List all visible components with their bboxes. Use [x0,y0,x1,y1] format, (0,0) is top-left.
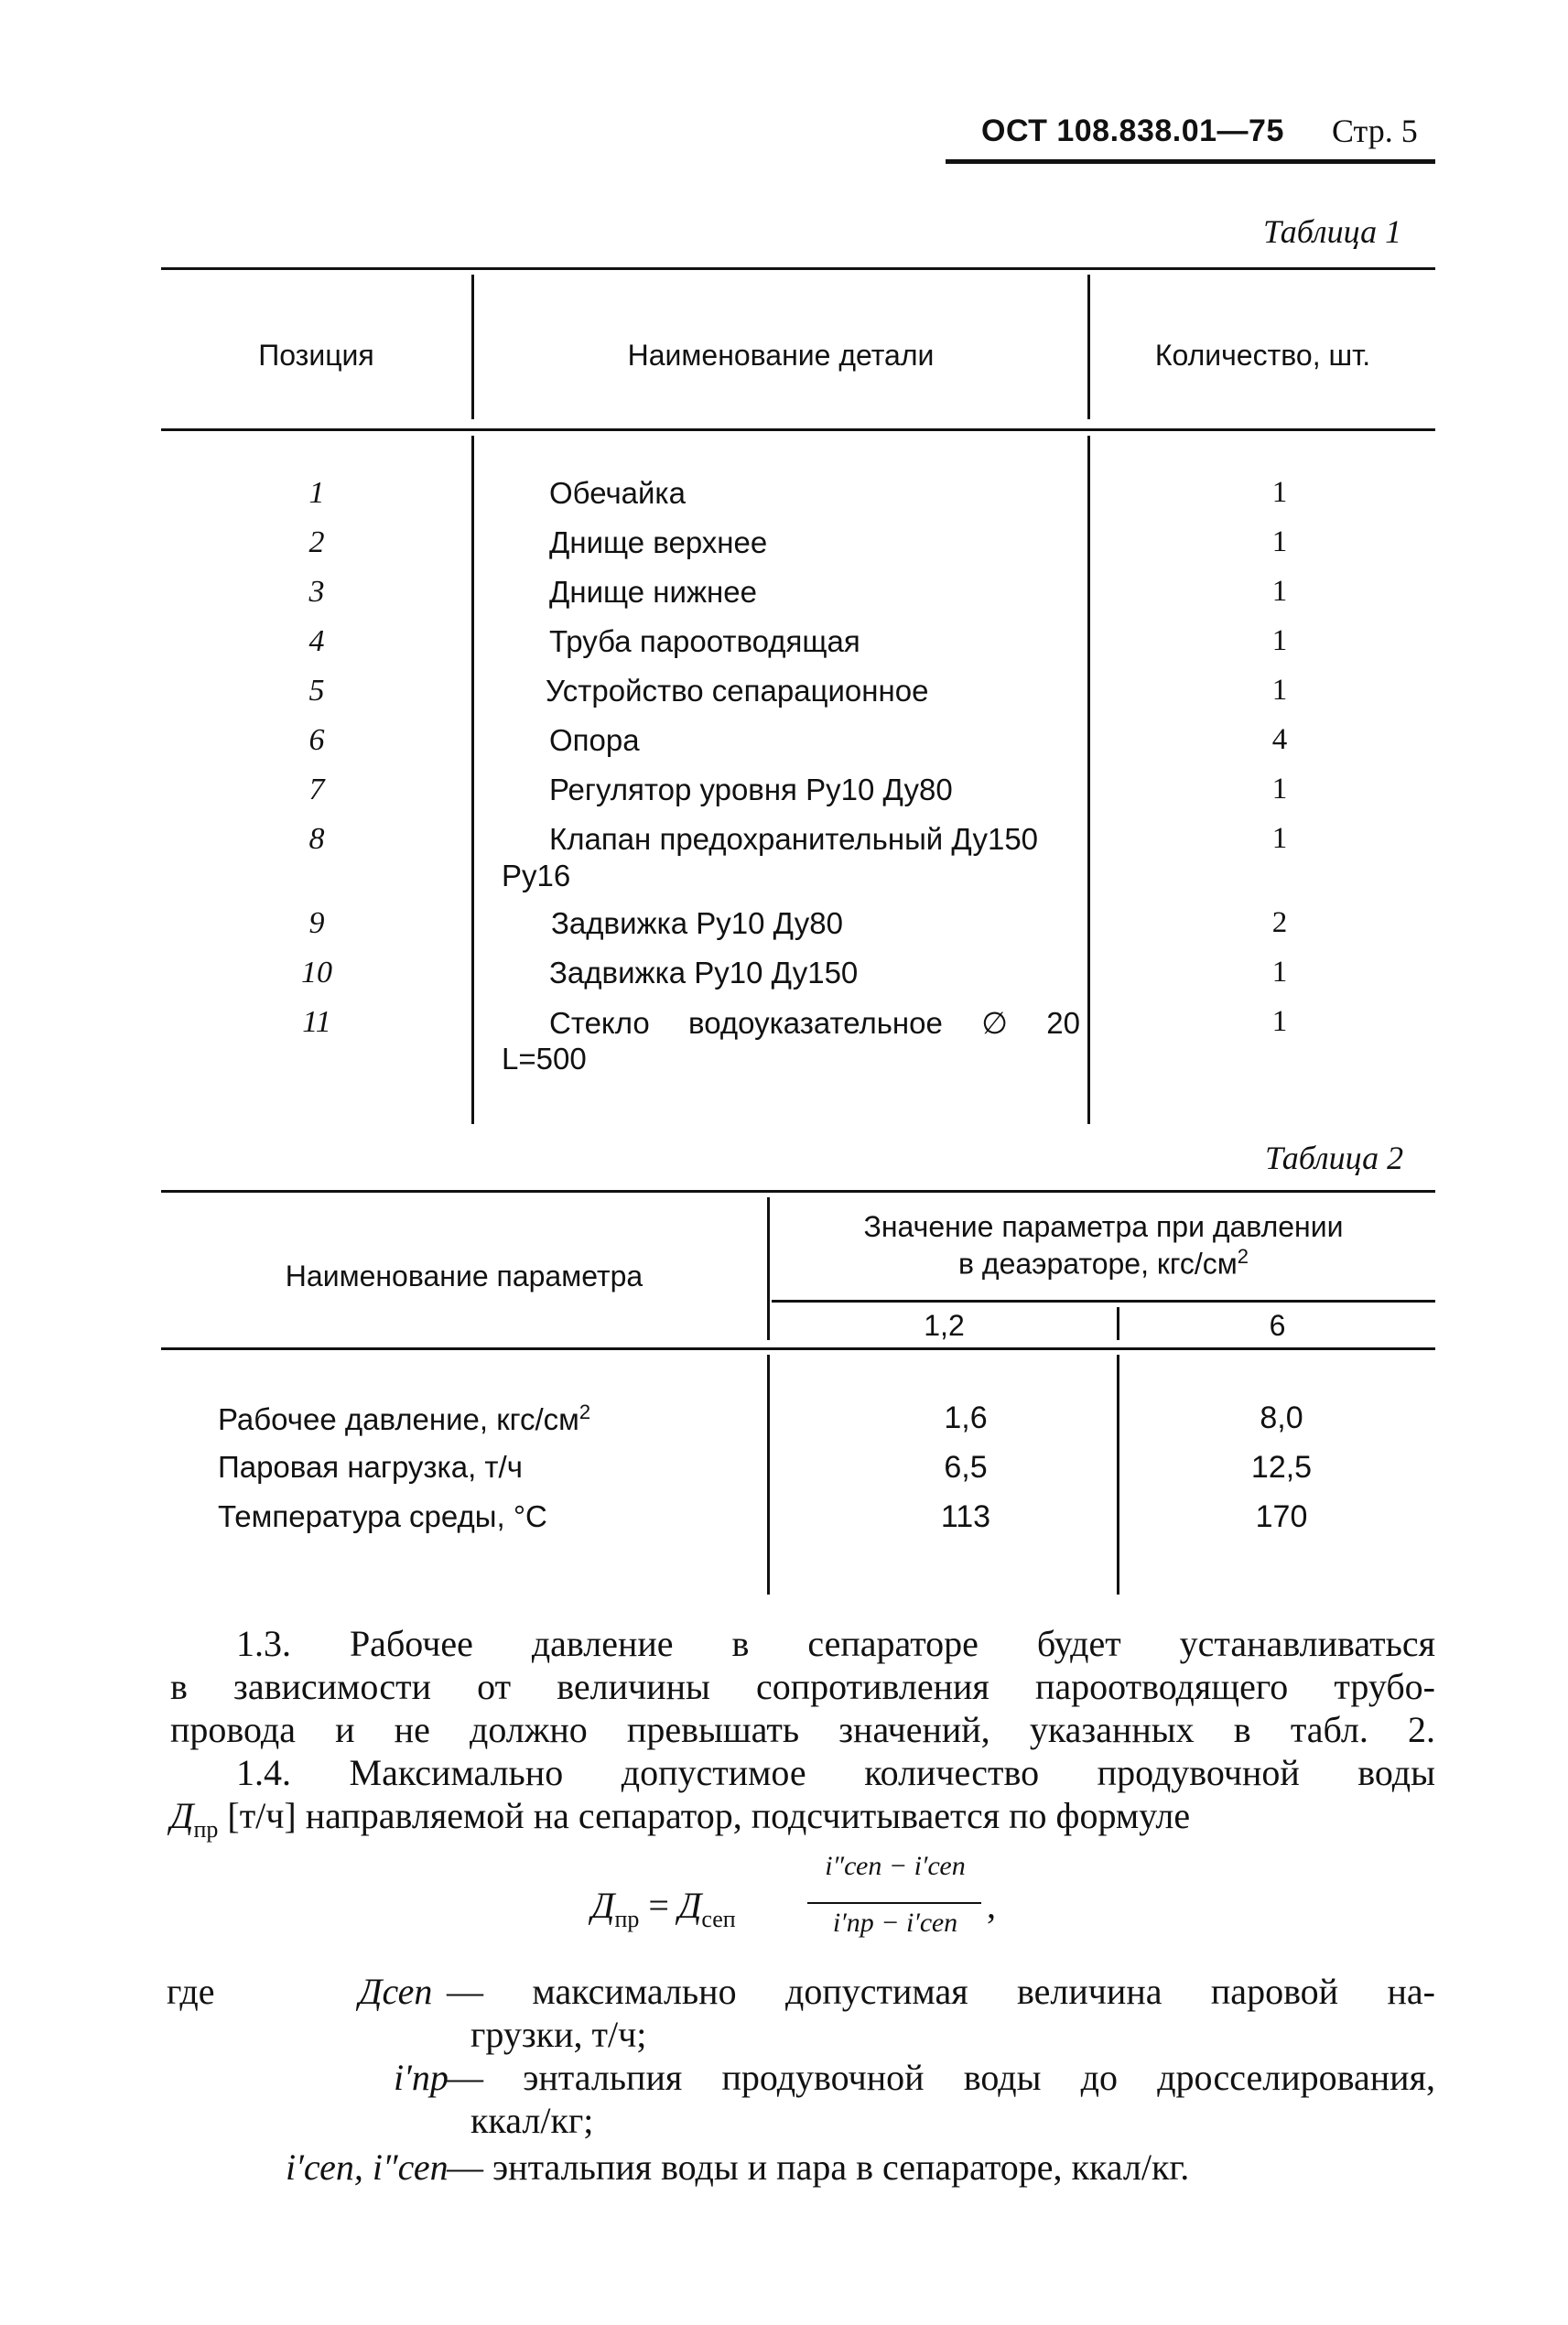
table1-col-divider-1-body [471,436,474,1124]
table2-header-value-line1: Значение параметра при давлении [863,1210,1344,1243]
paragraph-1-3-line-1: 1.3. Рабочее давление в сепараторе будет устанавливаться [236,1623,1435,1664]
table2-header-value-line2: в деаэраторе, кгс/$см^2$ [958,1245,1249,1281]
table2-row-3-v1: 113 [940,1499,991,1534]
table2-col-divider [767,1197,770,1340]
table1-row-1-qty: 1 [1271,476,1288,509]
table1-row-5-name: Устройство сепарационное [546,674,929,708]
table1-row-11-qty: 1 [1271,1005,1288,1038]
table2-header-rule [161,1347,1435,1350]
paragraph-1-4-line-2: $Д_{пр}$ [т/ч] направляемой на сепаратор, подсчитывается по формуле [170,1795,1191,1843]
table1-header-rule [161,428,1435,431]
definition-1-symbol: Дсеп [359,1971,433,2012]
table1-row-3-pos: 3 [308,575,325,609]
definition-2-line-1: — энтальпия продувочной воды до дросселирования, [447,2057,1435,2098]
table1-row-6-name: Опора [549,723,640,757]
table2-row-1-v1: 1,6 [944,1400,988,1435]
table1-row-4-pos: 4 [308,624,325,658]
table1-row-10-pos: 10 [301,956,332,989]
table1-row-7-pos: 7 [308,773,325,806]
table1-row-1-name: Обечайка [549,476,686,510]
definition-2-line-2: ккал/кг; [470,2100,594,2141]
table1-row-9-qty: 2 [1271,906,1288,939]
page-number: Стр. 5 [1332,113,1418,149]
table1-row-10-name: Задвижка Ру10 Ду150 [549,956,859,989]
table1-row-8-pos: 8 [308,822,325,856]
table1-header-quantity: Количество, шт. [1154,339,1371,372]
table1-row-8-qty: 1 [1271,822,1288,855]
table1-header-name: Наименование детали [627,339,935,372]
table2-row-3-v2: 170 [1255,1499,1308,1534]
definition-1-line-1: — максимально допустимая величина паровой на- [447,1971,1435,2012]
table1-header-position: Позиция [258,339,374,372]
table1-row-10-qty: 1 [1271,956,1288,989]
table2-row-2-v1: 6,5 [944,1450,988,1485]
table1-row-7-name: Регулятор уровня Ру10 Ду80 [549,773,953,806]
definition-3-symbol: i′сеп, i″сеп [286,2147,449,2188]
table1-row-2-qty: 1 [1271,525,1288,558]
table2-row-3-name: Температура среды, °С [218,1499,547,1533]
table1-row-5-pos: 5 [308,674,325,708]
table2-caption: Таблица 2 [1265,1140,1404,1176]
table1-row-7-qty: 1 [1271,773,1288,806]
header-rule [946,159,1435,164]
table1-row-8-name-cont: Ру16 [502,859,571,892]
table2-row-1-v2: 8,0 [1260,1400,1303,1435]
definitions-where: где [167,1971,215,2012]
table2-col-divider-body [767,1355,770,1595]
table2-top-rule [161,1190,1435,1193]
table1-top-rule [161,267,1435,270]
table1-row-4-qty: 1 [1271,624,1288,657]
formula-numerator: i″сеп − i′сеп [825,1851,966,1881]
table1-row-11-pos: 11 [302,1005,331,1039]
table2-subheader-1: 1,2 [924,1309,965,1342]
definition-3-line-1: — энтальпия воды и пара в сепараторе, ккал/кг. [447,2147,1190,2188]
table2-sub-divider-body [1117,1355,1119,1595]
document-number: ОСТ 108.838.01—75 [981,114,1284,148]
table2-header-param: Наименование параметра [285,1260,643,1292]
table2-row-2-v2: 12,5 [1250,1450,1313,1485]
table1-row-9-name: Задвижка Ру10 Ду80 [551,906,843,940]
table1-row-3-name: Днище нижнее [549,575,757,609]
table2-row-1-name: Рабочее давление, кгс/$см^2$ [218,1400,591,1436]
table1-row-6-qty: 4 [1271,723,1288,756]
paragraph-1-4-line-1: 1.4. Максимально допустимое количество продувочной воды [236,1752,1435,1793]
table2-subheader-rule [772,1300,1435,1303]
table1-row-11-name-cont: L=500 [502,1042,587,1076]
definition-1-line-2: грузки, т/ч; [470,2014,647,2055]
table1-row-1-pos: 1 [308,476,325,510]
formula-denominator: i′пр − i′сеп [832,1908,958,1938]
table1-caption: Таблица 1 [1263,213,1402,250]
table1-row-9-pos: 9 [308,906,325,940]
table2-subheader-2: 6 [1269,1309,1286,1342]
table1-row-2-name: Днище верхнее [549,525,768,559]
paragraph-1-3-line-2: в зависимости от величины сопротивления пароотводящего трубо- [170,1666,1435,1707]
formula-lhs: $Д_{пр} = Д_{сеп}$ [591,1885,736,1932]
table1-row-6-pos: 6 [308,723,325,757]
table1-row-11-name: Стекло водоуказательное ∅ 20 [549,1006,1080,1040]
table1-row-4-name: Труба пароотводящая [549,624,860,658]
table1-row-3-qty: 1 [1271,575,1288,608]
definition-2-symbol: i′пр [394,2057,449,2098]
table1-row-2-pos: 2 [308,525,325,559]
table2-row-2-name: Паровая нагрузка, т/ч [218,1450,523,1484]
formula-comma: , [987,1885,996,1926]
paragraph-1-3-line-3: провода и не должно превышать значений, указанных в табл. 2. [170,1709,1435,1750]
table1-row-5-qty: 1 [1271,674,1288,707]
table1-row-8-name: Клапан предохранительный Ду150 [549,822,1039,856]
table1-col-divider-2-body [1087,436,1090,1124]
formula-fraction-bar [807,1902,981,1904]
